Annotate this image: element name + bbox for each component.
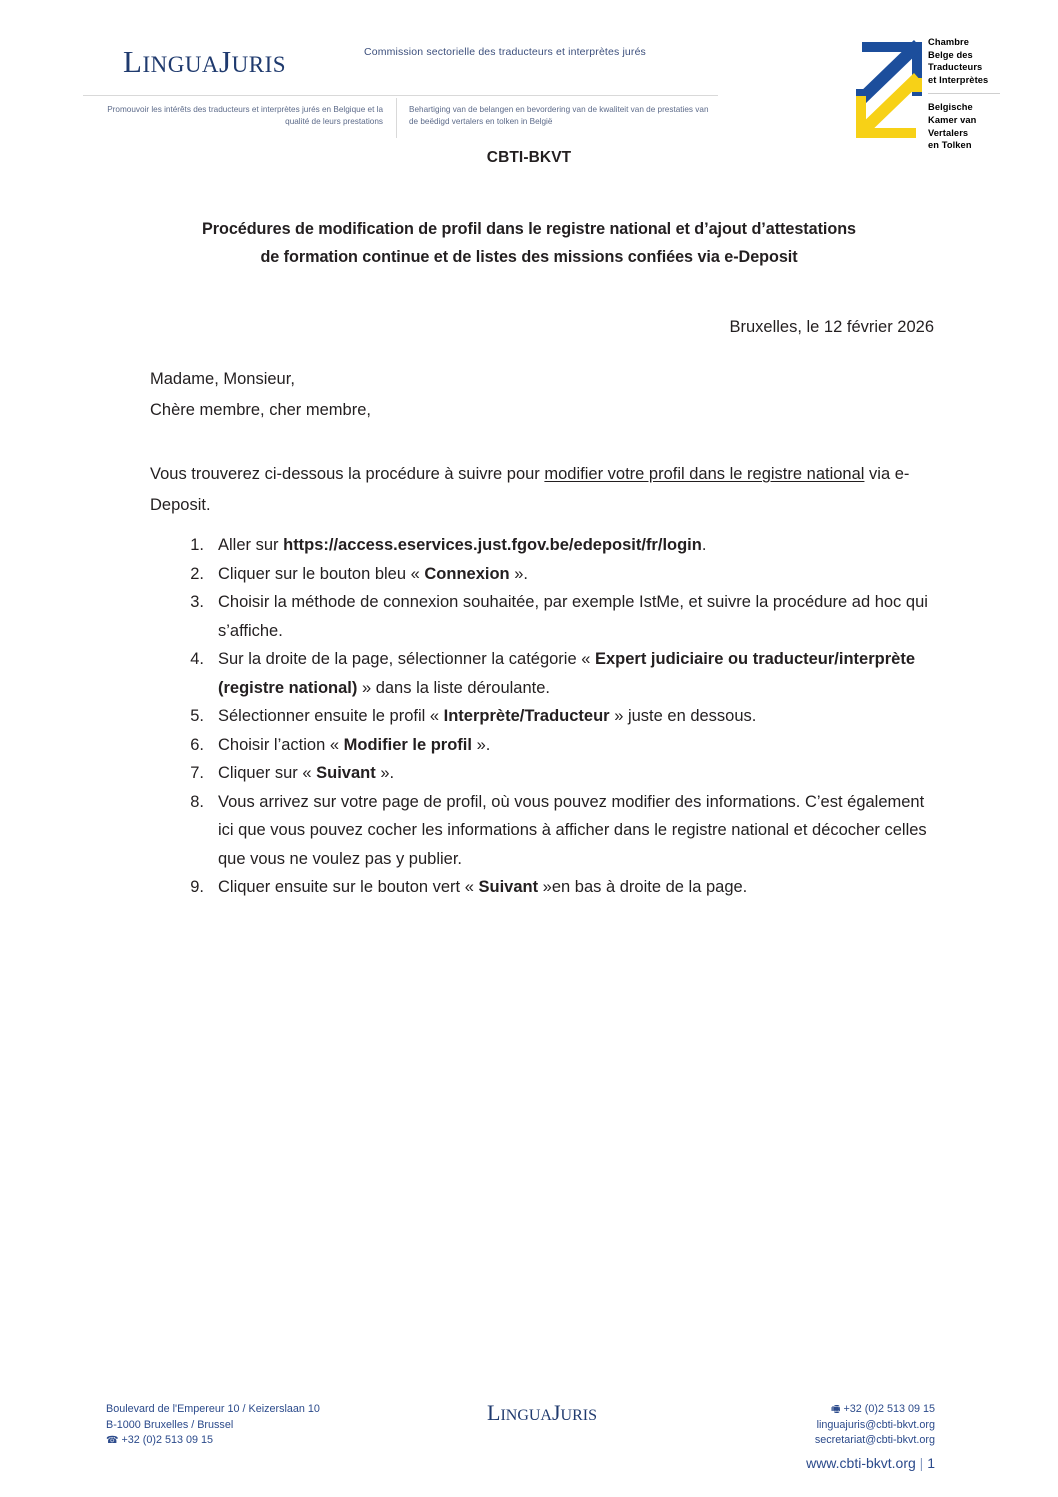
step-number: 8. [190,792,204,811]
step-text-before: Sélectionner ensuite le profil « [218,707,444,725]
step-text-emphasis: Connexion [424,564,510,583]
footer-website-link[interactable]: www.cbti-bkvt.org [806,1455,916,1471]
fax-icon: 🖷 [831,1404,841,1415]
cbti-logo-text [928,36,1038,152]
procedure-steps-list [150,531,930,902]
cbti-fr-line-3: Traducteurs [928,62,983,73]
cbti-logo-text-divider [928,93,1000,94]
step-text-after: ». [375,764,395,782]
step-text-emphasis: Modifier le profil [343,735,472,754]
step-text-before: Sur la droite de la page, sélectionner la catégorie « [218,650,595,668]
footer-contact-phone: +32 (0)2 513 09 15 [843,1403,935,1415]
step-text-after: ». [509,564,528,583]
footer-logo-text-ingua: INGUA [500,1407,552,1424]
page-footer [0,1392,1058,1497]
page-title-line-1: Procédures de modification de profil dans le registre national et d’ajout d’attestations [201,220,856,238]
step-text-before: Cliquer ensuite sur le bouton vert « [218,878,479,896]
procedure-step [150,759,930,788]
step-text-after: ». [471,735,491,754]
step-text-before: Choisir la méthode de connexion souhaitée, par exemple IstMe, et suivre la procédure ad hoc qui s’affiche. [218,593,928,640]
footer-phone-row [106,1433,320,1449]
step-text-emphasis: https://access.eservices.just.fgov.be/edeposit/fr/login [283,536,702,554]
cbti-fr-line-4: et Interprètes [928,74,989,85]
step-number: 7. [190,764,204,782]
step-number: 1. [190,536,204,554]
intro-text-before: Vous trouverez ci-dessous la procédure à suivre pour [150,465,545,483]
cbti-nl-line-1: Belgische [928,102,973,113]
cbti-z-mark-icon [852,34,934,146]
footer-logo-text-uris: URIS [560,1407,597,1424]
page-title-line-2: de formation continue et de listes des missions confiées via e-Deposit [260,248,798,266]
footer-email-2[interactable]: secretariat@cbti-bkvt.org [814,1434,935,1446]
linguajuris-logo-header [123,44,286,80]
step-text-after: » juste en dessous. [609,707,757,725]
document-subject: CBTI-BKVT [486,149,572,166]
header-divider-horizontal [83,95,718,96]
page-header [0,0,1058,150]
footer-logo-letter-l: L [486,1400,501,1425]
step-text-after: »en bas à droite de la page. [538,878,748,896]
linguajuris-logo-footer [432,1400,652,1426]
header-divider-vertical [396,98,397,138]
procedure-step [150,731,930,760]
telephone-icon: ☎ [106,1435,119,1446]
intro-paragraph [150,459,910,521]
footer-address-block [106,1402,320,1449]
step-text-emphasis: Suivant [316,764,376,782]
greeting-block [150,364,371,426]
date-line: Bruxelles, le 12 février 2026 [729,318,934,336]
cbti-logo [852,30,1038,150]
footer-contact-block [640,1402,935,1449]
step-number: 6. [190,735,204,754]
footer-phone-number: +32 (0)2 513 09 15 [121,1434,214,1446]
commission-subtitle: Commission sectorielle des traducteurs et interprètes jurés [364,46,646,58]
intro-text-after: via e-Deposit. [150,465,910,514]
step-text-before: Cliquer sur le bouton bleu « [218,564,425,583]
procedure-step [150,702,930,731]
greeting-line-1: Madame, Monsieur, [150,370,295,388]
footer-fax-row [640,1402,935,1418]
step-text-before: Aller sur [218,536,284,554]
step-number: 3. [190,593,204,611]
cbti-fr-line-2: Belge des [928,49,973,60]
footer-website-row [640,1455,935,1471]
logo-text-uris: URIS [231,52,287,77]
footer-address-line-2: B-1000 Bruxelles / Brussel [106,1418,234,1431]
step-text-after: . [701,536,707,554]
procedure-step [150,873,930,902]
logo-text-ingua: INGUA [142,52,220,77]
step-number: 2. [190,564,204,583]
step-text-before: Cliquer sur « [218,764,317,782]
cbti-fr-line-1: Chambre [928,37,969,47]
step-text-emphasis: Expert judiciaire ou traducteur/interprète (registre national) [218,650,915,697]
footer-email-1[interactable]: linguajuris@cbti-bkvt.org [816,1418,935,1431]
page-title [129,215,929,271]
step-text-before: Choisir l’action « [218,735,344,754]
procedure-step [150,588,930,645]
tagline-dutch: Behartiging van de belangen en bevordering van de kwaliteit van de prestaties van de beëdigd vertalers en tolken in België [409,105,709,126]
footer-page-number: 1 [927,1455,935,1471]
procedure-step [150,788,930,874]
cbti-nl-line-3: Vertalers [928,127,969,138]
procedure-step [150,531,930,560]
step-text-after: » dans la liste déroulante. [357,678,550,697]
step-text-emphasis: Suivant [478,878,539,896]
logo-letter-j: J [219,44,232,79]
intro-underlined-text: modifier votre profil dans le registre national [544,465,865,483]
cbti-nl-line-2: Kamer van [928,114,977,125]
tagline-french: Promouvoir les intérêts des traducteurs et interprètes jurés en Belgique et la qualité de leurs prestations [107,105,383,126]
footer-logo-letter-j: J [551,1400,561,1425]
procedure-step [150,645,930,702]
procedure-step [150,560,930,589]
footer-address-line-1: Boulevard de l'Empereur 10 / Keizerslaan 10 [106,1403,320,1415]
step-number: 5. [190,707,204,725]
step-number: 9. [190,878,204,896]
step-number: 4. [190,650,204,668]
cbti-nl-line-4: en Tolken [928,140,972,151]
step-text-before: Vous arrivez sur votre page de profil, où vous pouvez modifier des informations. C’est également ici que vous pouvez cocher les informations à afficher dans le registre national et décocher celles que vous ne voulez pas y publier. [218,792,927,868]
logo-letter-l: L [123,44,143,79]
greeting-line-2: Chère membre, cher membre, [150,401,371,419]
footer-page-separator: | [919,1455,924,1471]
step-text-emphasis: Interprète/Traducteur [443,707,610,725]
